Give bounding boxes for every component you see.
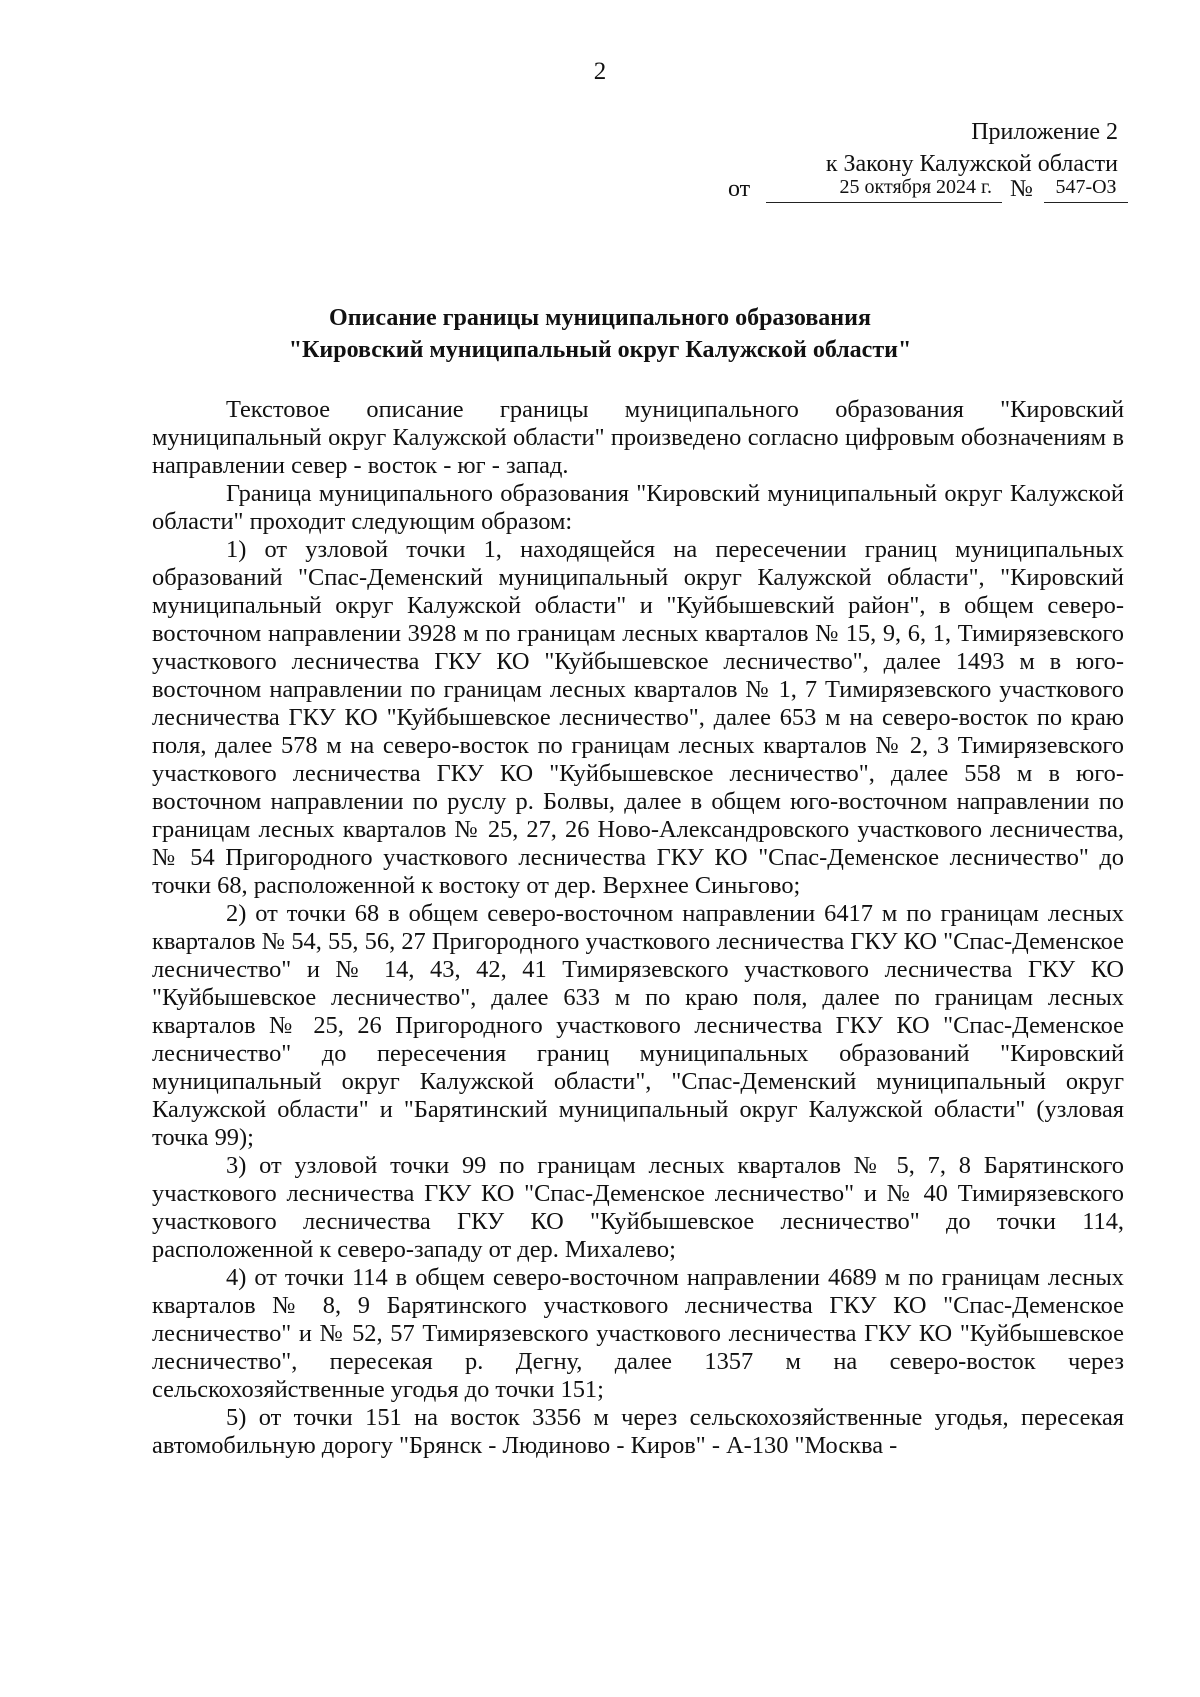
paragraph-item-3: 3) от узловой точки 99 по границам лесных кварталов № 5, 7, 8 Барятинского участкового лесничества ГКУ КО "Спас-Деменское лесничество" и № 40 Тимирязевского участкового лесничества ГКУ КО "Куйбышевское лесничество" до точки 114, расположенной к северо-западу от дер. Михалево; <box>152 1152 1124 1263</box>
law-date: 25 октября 2024 г. <box>766 172 1002 203</box>
law-date-number-line <box>728 172 1128 206</box>
title-line-1: Описание границы муниципального образования <box>329 305 871 331</box>
paragraph-item-1: 1) от узловой точки 1, находящейся на пересечении границ муниципальных образований "Спас-Деменский муниципальный округ Калужской области", "Кировский муниципальный округ Калужской области" и "Куйбышевский район", в общем северо-восточном направлении 3928 м по границам лесных кварталов № 15, 9, 6, 1, Тимирязевского участкового лесничества ГКУ КО "Куйбышевское лесничество", далее 1493 м в юго-восточном направлении по границам лесных кварталов № 1, 7 Тимирязевского участкового лесничества ГКУ КО "Куйбышевское лесничество", далее 653 м на северо-восток по краю поля, далее 578 м на северо-восток по границам лесных кварталов № 2, 3 Тимирязевского участкового лесничества ГКУ КО "Куйбышевское лесничество", далее 558 м в юго-восточном направлении по руслу р. Болвы, далее в общем юго-восточном направлении по границам лесных кварталов № 25, 27, 26 Ново-Александровского участкового лесничества, № 54 Пригородного участкового лесничества ГКУ КО "Спас-Деменское лесничество" до точки 68, расположенной к востоку от дер. Верхнее Синьгово; <box>152 536 1124 899</box>
paragraph-boundary-statement: Граница муниципального образования "Кировский муниципальный округ Калужской области" проходит следующим образом: <box>152 480 1124 535</box>
law-number: 547-ОЗ <box>1044 172 1128 203</box>
appendix-title: Приложение 2 <box>971 119 1118 145</box>
title-line-2: "Кировский муниципальный округ Калужской области" <box>288 337 912 363</box>
page-number: 2 <box>593 58 607 85</box>
paragraph-intro: Текстовое описание границы муниципального образования "Кировский муниципальный округ Калужской области" произведено согласно цифровым обозначениям в направлении север - восток - юг - запад. <box>152 396 1124 479</box>
number-sign: № <box>1010 176 1033 202</box>
from-label: от <box>728 176 751 202</box>
paragraph-item-4: 4) от точки 114 в общем северо-восточном направлении 4689 м по границам лесных кварталов № 8, 9 Барятинского участкового лесничества ГКУ КО "Спас-Деменское лесничество" и № 52, 57 Тимирязевского участкового лесничества ГКУ КО "Куйбышевское лесничество", пересекая р. Дегну, далее 1357 м на северо-восток через сельскохозяйственные угодья до точки 151; <box>152 1264 1124 1403</box>
appendix-law-reference: к Закону Калужской области <box>825 151 1118 177</box>
appendix-header <box>826 116 1118 180</box>
document-title <box>0 302 1200 366</box>
paragraph-item-5: 5) от точки 151 на восток 3356 м через сельскохозяйственные угодья, пересекая автомобильную дорогу "Брянск - Людиново - Киров" - А-130 "Москва - <box>152 1404 1124 1459</box>
document-body <box>152 396 1124 1460</box>
paragraph-item-2: 2) от точки 68 в общем северо-восточном направлении 6417 м по границам лесных кварталов № 54, 55, 56, 27 Пригородного участкового лесничества ГКУ КО "Спас-Деменское лесничество" и № 14, 43, 42, 41 Тимирязевского участкового лесничества ГКУ КО "Куйбышевское лесничество", далее 633 м по краю поля, далее по границам лесных кварталов № 25, 26 Пригородного участкового лесничества ГКУ КО "Спас-Деменское лесничество" до пересечения границ муниципальных образований "Кировский муниципальный округ Калужской области", "Спас-Деменский муниципальный округ Калужской области" и "Барятинский муниципальный округ Калужской области" (узловая точка 99); <box>152 900 1124 1151</box>
